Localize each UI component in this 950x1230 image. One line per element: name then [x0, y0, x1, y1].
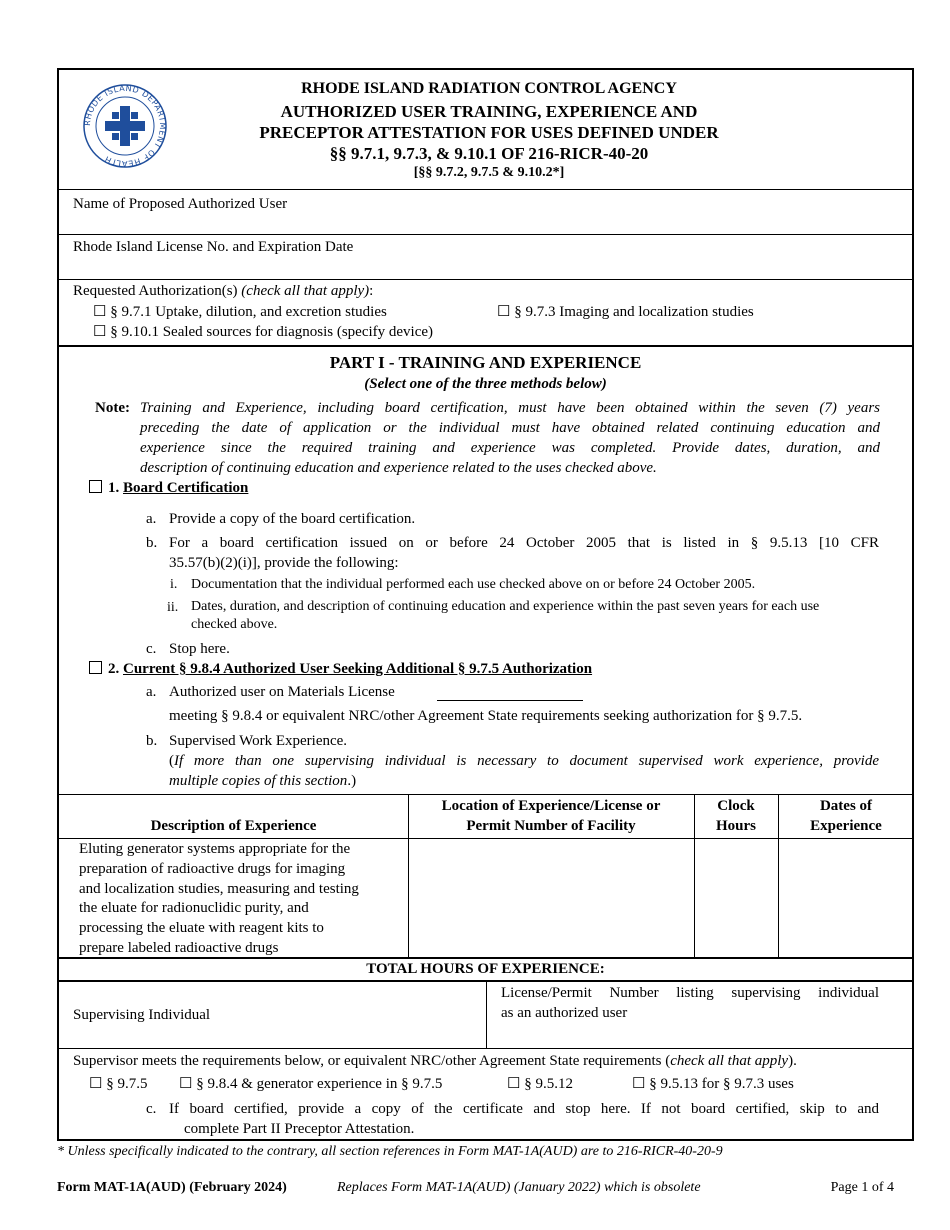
name-field[interactable]	[359, 192, 899, 232]
requested-authorizations-label: Requested Authorization(s) (check all that apply):	[73, 283, 374, 299]
agency-name: RHODE ISLAND RADIATION CONTROL AGENCY	[301, 80, 677, 97]
divider	[59, 345, 912, 347]
s1-b-ii-line-2: checked above.	[191, 617, 278, 632]
page-number: Page 1 of 4	[830, 1180, 894, 1195]
option-9-10-1[interactable]: ☐ § 9.10.1 Sealed sources for diagnosis (specify device)	[93, 324, 434, 340]
checkbox-icon: ☐	[632, 1076, 646, 1092]
note-line-3: experience since the required training and experience was completed. Provide dates, duration, and	[140, 440, 880, 456]
s2-a-marker: a.	[146, 684, 157, 700]
s1-a-text: Provide a copy of the board certification.	[169, 511, 416, 527]
s2-b-line-2: (If more than one supervising individual is necessary to document supervised work experience, provide	[169, 753, 879, 769]
supervisor-c-marker: c.	[146, 1101, 157, 1117]
s2-b-line-3: multiple copies of this section.)	[169, 773, 357, 789]
option-9-7-1[interactable]: ☐ § 9.7.1 Uptake, dilution, and excretion studies	[93, 304, 387, 320]
replaces-note: Replaces Form MAT-1A(AUD) (January 2022) which is obsolete	[337, 1180, 701, 1195]
checkbox-icon[interactable]: ☐	[93, 324, 107, 340]
checkbox-icon: ☐	[507, 1076, 521, 1092]
total-hours-label: TOTAL HOURS OF EXPERIENCE:	[366, 961, 605, 977]
s2-a-line-1: Authorized user on Materials License	[169, 684, 395, 700]
col-header-hours-line-2: Hours	[715, 818, 756, 834]
s1-b-i-text: Documentation that the individual performed each use checked above on or before 24 October 2005.	[191, 577, 756, 592]
section-2-heading: 2. Current § 9.8.4 Authorized User Seeking Additional § 9.7.5 Authorization	[89, 659, 592, 679]
s2-b-line-1: Supervised Work Experience.	[169, 733, 348, 749]
s1-b-i-marker: i.	[170, 577, 178, 592]
col-header-dates-line-1: Dates of	[819, 798, 873, 814]
divider	[59, 279, 912, 280]
form-title-line-2: PRECEPTOR ATTESTATION FOR USES DEFINED UNDER	[259, 123, 719, 142]
license-field[interactable]	[409, 236, 899, 276]
ri-health-logo-icon	[81, 82, 169, 170]
section-1-checkbox[interactable]	[89, 480, 102, 493]
note-label: Note:	[95, 400, 130, 416]
s1-b-ii-line-1: Dates, duration, and description of continuing education and experience within the past seven years for each use	[191, 599, 820, 614]
supervisor-option-9-7-5[interactable]: ☐ § 9.7.5	[89, 1076, 148, 1092]
location-input[interactable]	[410, 840, 692, 956]
supervisor-license-label-line-2: as an authorized user	[501, 1005, 628, 1021]
license-field-label: Rhode Island License No. and Expiration Date	[73, 239, 354, 255]
col-header-location-line-1: Location of Experience/License or	[441, 798, 661, 814]
section-2-checkbox[interactable]	[89, 661, 102, 674]
s1-c-marker: c.	[146, 641, 157, 657]
note-line-1: Training and Experience, including board certification, must have been obtained within the seven (7) years	[140, 400, 880, 416]
form-header	[189, 79, 789, 182]
form-frame	[57, 68, 914, 1141]
divider	[486, 981, 487, 1048]
part-1-subtitle: (Select one of the three methods below)	[364, 376, 607, 392]
option-9-7-3[interactable]: ☐ § 9.7.3 Imaging and localization studies	[497, 304, 754, 320]
supervisor-license-label-line-1: License/Permit Number listing supervising individual	[501, 985, 879, 1001]
supervisor-option-9-5-13[interactable]: ☐ § 9.5.13 for § 9.7.3 uses	[632, 1076, 794, 1092]
dates-input[interactable]	[780, 840, 912, 956]
logo-ring-text: RHODE ISLAND DEPARTMENT OF HEALTH	[82, 83, 168, 169]
note-line-2: preceding the date of application or the individual must have obtained related continuing education and	[140, 420, 880, 436]
section-1-heading: 1. Board Certification	[89, 478, 248, 498]
divider	[59, 1048, 912, 1049]
s2-b-marker: b.	[146, 733, 158, 749]
form-title-line-1: AUTHORIZED USER TRAINING, EXPERIENCE AND	[280, 102, 698, 121]
divider	[59, 189, 912, 190]
s1-b-line-2: 35.57(b)(2)(i)], provide the following:	[169, 555, 399, 571]
s1-a-marker: a.	[146, 511, 157, 527]
s2-a-line-2: meeting § 9.8.4 or equivalent NRC/other Agreement State requirements seeking authorization for § 9.7.5.	[169, 708, 803, 724]
s1-c-text: Stop here.	[169, 641, 230, 657]
materials-license-input[interactable]	[437, 700, 583, 701]
checkbox-icon: ☐	[179, 1076, 193, 1092]
table-header-divider	[59, 838, 912, 839]
supervisor-requirements-line: Supervisor meets the requirements below, or equivalent NRC/other Agreement State requirements (check all that apply).	[73, 1053, 797, 1069]
form-number: Form MAT-1A(AUD) (February 2024)	[57, 1180, 287, 1195]
supervisor-c-line-2: complete Part II Preceptor Attestation.	[184, 1121, 415, 1137]
table-row-description: Eluting generator systems appropriate for the preparation of radioactive drugs for imaging and localization studies, measuring and testing the eluate for radionuclidic purity, and processing the eluate with reagent kits to prepare labeled radioactive drugs	[79, 841, 359, 956]
supervisor-option-9-5-12[interactable]: ☐ § 9.5.12	[507, 1076, 573, 1092]
supervising-individual-input[interactable]	[61, 1025, 484, 1047]
clock-hours-input[interactable]	[696, 840, 776, 956]
supervisor-option-9-8-4[interactable]: ☐ § 9.8.4 & generator experience in § 9.7.5	[179, 1076, 443, 1092]
col-header-description: Description of Experience	[150, 818, 317, 834]
col-header-dates-line-2: Experience	[810, 818, 882, 834]
checkbox-icon[interactable]: ☐	[497, 304, 511, 320]
supervising-individual-label: Supervising Individual	[73, 1007, 211, 1023]
checkbox-icon[interactable]: ☐	[93, 304, 107, 320]
s1-b-marker: b.	[146, 535, 158, 551]
form-title-line-3: §§ 9.7.1, 9.7.3, & 9.10.1 OF 216-RICR-40-20	[329, 144, 649, 163]
col-header-location-line-2: Permit Number of Facility	[466, 818, 636, 834]
s1-b-ii-marker: ii.	[167, 600, 179, 615]
form-title-line-4: [§§ 9.7.2, 9.7.5 & 9.10.2*]	[413, 165, 565, 180]
table-top-border	[59, 794, 912, 795]
s1-b-line-1: For a board certification issued on or before 24 October 2005 that is listed in § 9.5.13 [10 CFR	[169, 535, 879, 551]
footnote: * Unless specifically indicated to the contrary, all section references in Form MAT-1A(AUD) are to 216-RICR-40-20-9	[57, 1144, 723, 1159]
divider	[59, 234, 912, 235]
note-line-4: description of continuing education and experience related to the uses checked above.	[140, 460, 657, 476]
supervisor-license-input[interactable]	[489, 1025, 912, 1047]
part-1-title: PART I - TRAINING AND EXPERIENCE	[329, 353, 642, 372]
col-header-hours-line-1: Clock	[717, 798, 755, 814]
name-field-label: Name of Proposed Authorized User	[73, 196, 288, 212]
supervisor-c-line-1: If board certified, provide a copy of the certificate and stop here. If not board certified, skip to and	[169, 1101, 879, 1117]
checkbox-icon: ☐	[89, 1076, 103, 1092]
